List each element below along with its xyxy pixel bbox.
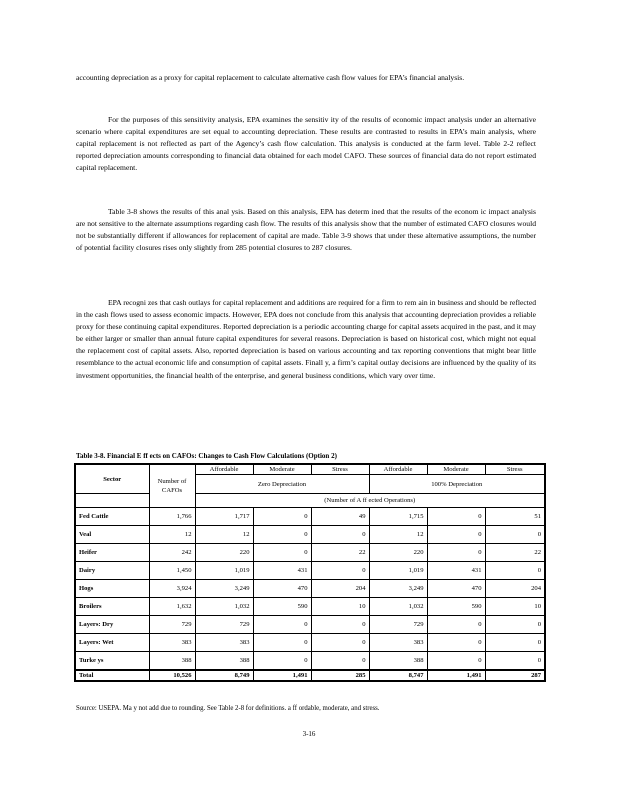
table-cell-value: 0 [311, 526, 369, 544]
header-full-moderate: Moderate [427, 464, 485, 475]
header-zero-stress: Stress [311, 464, 369, 475]
table-cell-sector: Turke ys [75, 652, 149, 671]
table-cell-value: 1,717 [195, 508, 253, 526]
table-cell-value: 0 [427, 526, 485, 544]
table-cell-value: 12 [369, 526, 427, 544]
table-row [75, 508, 545, 526]
table-cell-value: 1,019 [369, 562, 427, 580]
header-zero-affordable: Affordable [195, 464, 253, 475]
table-cell-value: 470 [253, 580, 311, 598]
paragraph-3: Table 3-8 shows the results of this anal ysis. Based on this analysis, EPA has determ ined that the results of the econom ic impact analysis are not sensitive to the alternate assumptions regarding cash flow. The results of this analysis show that the number of estimated CAFO closures would not be substantially different if allowances for replacement of capital are made. Table 3-9 shows that under these alternative assumptions, the number of potential facility closures rises only slightly from 285 potential closures to 287 closures. [76, 207, 536, 253]
table-cell-value: 0 [253, 526, 311, 544]
table-cell-value: 1,450 [149, 562, 195, 580]
table-cell-value: 0 [485, 652, 545, 671]
table-cell-value: 0 [253, 544, 311, 562]
header-full-affordable: Affordable [369, 464, 427, 475]
table-cell-value: 0 [311, 634, 369, 652]
table-cell-value: 287 [485, 670, 545, 681]
header-number: Number of CAFOs [149, 464, 195, 508]
table-cell-value: 22 [485, 544, 545, 562]
table-cell-value: 204 [311, 580, 369, 598]
table-cell-value: 0 [311, 616, 369, 634]
table-cell-value: 12 [195, 526, 253, 544]
table-cell-value: 590 [427, 598, 485, 616]
table-cell-value: 10,526 [149, 670, 195, 681]
table-cell-value: 220 [369, 544, 427, 562]
table-cell-value: 729 [369, 616, 427, 634]
table-row [75, 526, 545, 544]
table-cell-value: 590 [253, 598, 311, 616]
table-cell-value: 22 [311, 544, 369, 562]
table-cell-value: 12 [149, 526, 195, 544]
table-cell-value: 0 [485, 526, 545, 544]
table-cell-value: 383 [195, 634, 253, 652]
table-cell-value: 0 [427, 508, 485, 526]
source-note: Source: USEPA. Ma y not add due to rounding. See Table 2-8 for definitions. a ff ordable, moderate, and stress. [76, 705, 380, 712]
financial-effects-table [74, 463, 546, 682]
table-cell-value: 383 [149, 634, 195, 652]
table-cell-value: 431 [253, 562, 311, 580]
table-row [75, 544, 545, 562]
table-cell-value: 0 [427, 616, 485, 634]
table-cell-value: 1,491 [427, 670, 485, 681]
table-cell-sector: Total [75, 670, 149, 681]
paragraph-1: accounting depreciation as a proxy for capital replacement to calculate alternative cash flow values for EPA’s financial analysis. [76, 73, 465, 82]
table-row [75, 652, 545, 671]
table-cell-sector: Fed Cattle [75, 508, 149, 526]
table-cell-value: 3,249 [195, 580, 253, 598]
table-cell-value: 1,766 [149, 508, 195, 526]
table-row [75, 616, 545, 634]
table-cell-value: 0 [253, 616, 311, 634]
paragraph-4: EPA recogni zes that cash outlays for capital replacement and additions are required for a firm to rem ain in business and should be reflected in the cash flows used to assess economic impacts. However, EPA does not conclude from this analysis that accounting depreciation provides a reliable proxy for these continuing capital expenditures. Reported depreciation is a periodic accounting charge for capital assets acquired in the past, and it may be either larger or smaller than annual future capital expenditures for several reasons. Depreciation is based on historical cost, which might not equal the replacement cost of capital assets. Also, reported depreciation is based on various accounting and tax reporting conventions that might bear little resemblance to the actual economic life and consumption of capital assets. Finall y, a firm’s capital outlay decisions are influenced by the quality of its investment opportunities, the financial health of the enterprise, and general business conditions, which vary over time. [76, 298, 536, 380]
table-cell-value: 0 [485, 562, 545, 580]
table-cell-sector: Layers: Wet [75, 634, 149, 652]
table-caption: Table 3-8. Financial E ff ects on CAFOs: Changes to Cash Flow Calculations (Option 2) [76, 452, 337, 460]
table-cell-value: 285 [311, 670, 369, 681]
table-cell-value: 0 [485, 634, 545, 652]
table-row [75, 598, 545, 616]
table-cell-value: 383 [369, 634, 427, 652]
table-cell-sector: Hogs [75, 580, 149, 598]
header-sector: Sector [75, 464, 149, 494]
table-cell-value: 8,747 [369, 670, 427, 681]
page-number: 3-16 [302, 730, 316, 738]
header-units: (Number of A ff ected Operations) [195, 494, 545, 508]
table-cell-value: 242 [149, 544, 195, 562]
table-cell-value: 10 [485, 598, 545, 616]
header-full-depreciation: 100% Depreciation [369, 475, 545, 494]
header-full-stress: Stress [485, 464, 545, 475]
table-cell-value: 388 [149, 652, 195, 671]
table-cell-value: 0 [427, 652, 485, 671]
table-cell-sector: Dairy [75, 562, 149, 580]
table-cell-value: 51 [485, 508, 545, 526]
table-cell-value: 470 [427, 580, 485, 598]
table-cell-value: 0 [253, 508, 311, 526]
table-cell-value: 0 [253, 634, 311, 652]
table-cell-value: 1,491 [253, 670, 311, 681]
table-row [75, 580, 545, 598]
table-cell-value: 1,032 [195, 598, 253, 616]
table-cell-sector: Veal [75, 526, 149, 544]
table-cell-value: 3,249 [369, 580, 427, 598]
table-cell-value: 0 [253, 652, 311, 671]
table-cell-sector: Layers: Dry [75, 616, 149, 634]
table-cell-value: 1,632 [149, 598, 195, 616]
table-cell-value: 0 [427, 634, 485, 652]
table-cell-value: 0 [427, 544, 485, 562]
table-cell-value: 1,019 [195, 562, 253, 580]
table-cell-value: 729 [149, 616, 195, 634]
table-cell-value: 0 [485, 616, 545, 634]
table-row [75, 562, 545, 580]
table-cell-sector: Broilers [75, 598, 149, 616]
table-cell-value: 0 [311, 562, 369, 580]
table-cell-value: 388 [369, 652, 427, 671]
table-cell-value: 204 [485, 580, 545, 598]
table-cell-value: 220 [195, 544, 253, 562]
table-cell-value: 729 [195, 616, 253, 634]
paragraph-2: For the purposes of this sensitivity analysis, EPA examines the sensitiv ity of the results of economic impact analysis under an alternative scenario where capital expenditures are set equal to accounting depreciation. These results are contrasted to results in EPA’s main analysis, where capital replacement is not reflected as part of the Agency’s cash flow calculation. This analysis is conducted at the farm level. Table 2-2 reflect reported depreciation amounts corresponding to financial data obtained for each model CAFO. These sources of financial data do not report estimated capital replacement. [76, 115, 536, 173]
header-zero-depreciation: Zero Depreciation [195, 475, 369, 494]
header-sector-spacer [75, 494, 149, 508]
table-cell-value: 3,924 [149, 580, 195, 598]
table-cell-value: 8,749 [195, 670, 253, 681]
table-cell-sector: Heifer [75, 544, 149, 562]
table-cell-value: 388 [195, 652, 253, 671]
header-zero-moderate: Moderate [253, 464, 311, 475]
table-cell-value: 431 [427, 562, 485, 580]
table-total-row [75, 670, 545, 681]
table-cell-value: 49 [311, 508, 369, 526]
table-row [75, 634, 545, 652]
table-cell-value: 10 [311, 598, 369, 616]
table-cell-value: 1,032 [369, 598, 427, 616]
table-cell-value: 0 [311, 652, 369, 671]
table-cell-value: 1,715 [369, 508, 427, 526]
